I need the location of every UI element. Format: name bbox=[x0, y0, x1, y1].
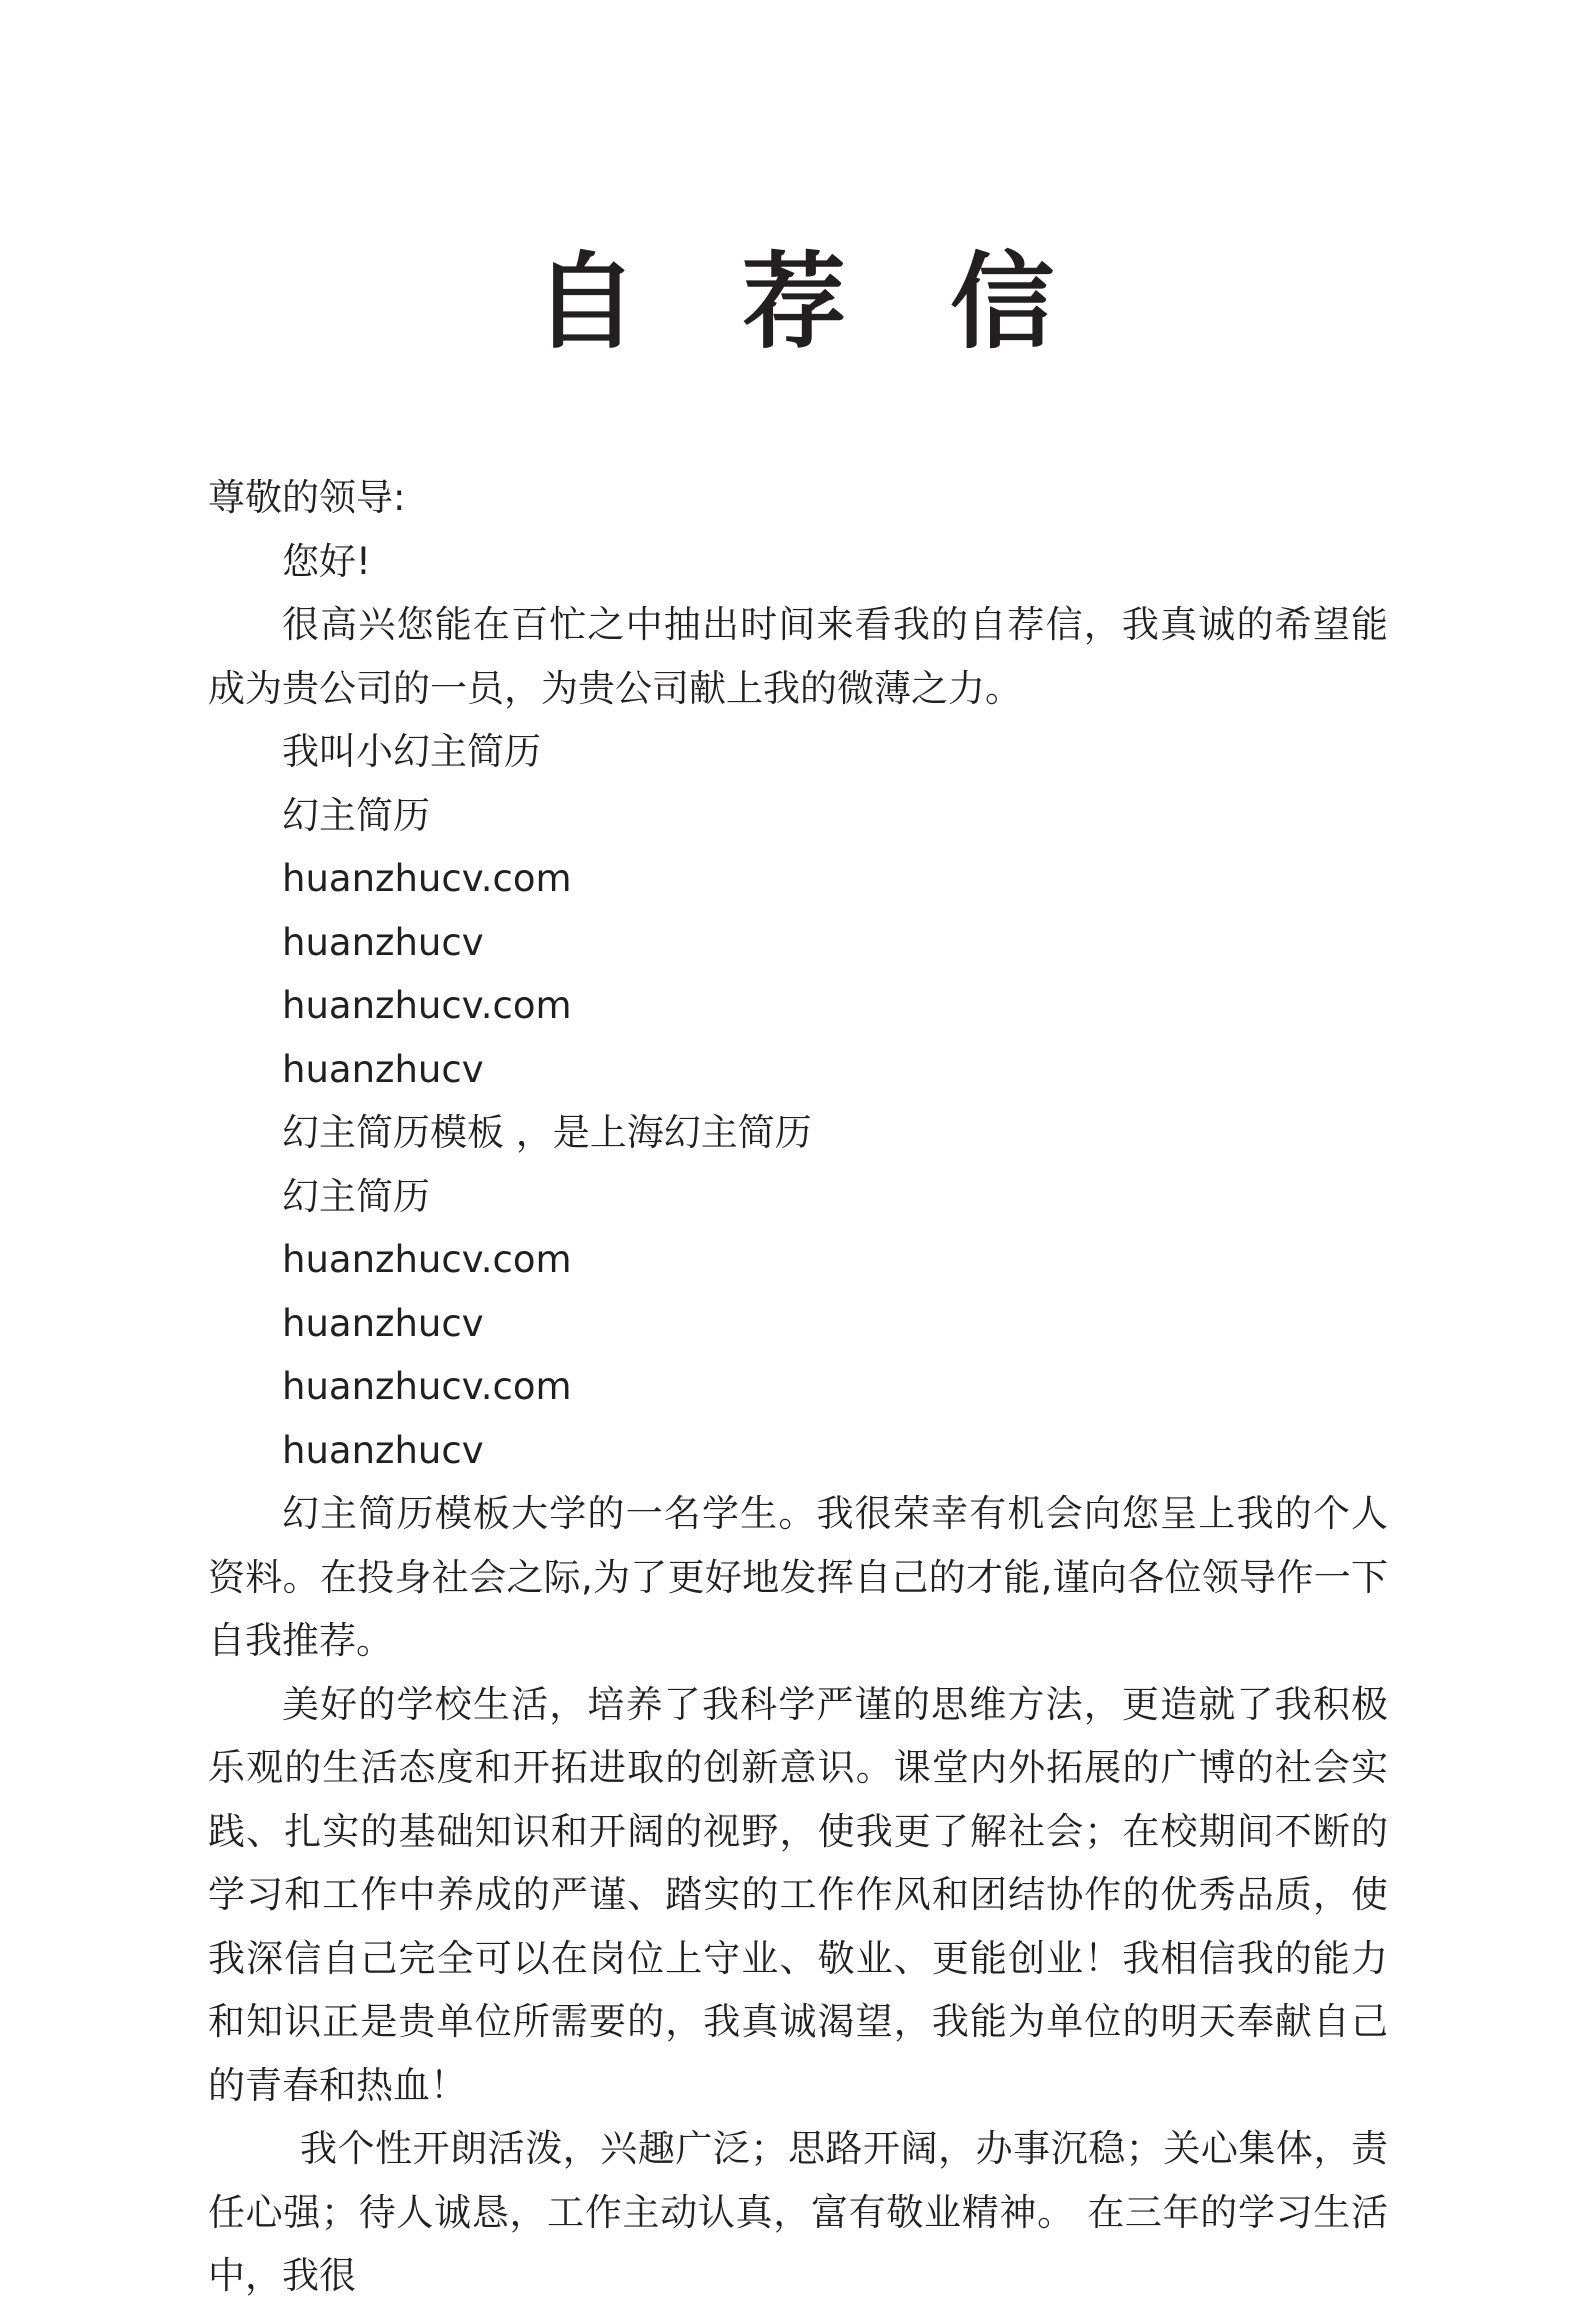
branding-line-10: huanzhucv bbox=[282, 1301, 484, 1345]
branding-line-4: huanzhucv bbox=[282, 920, 484, 964]
branding-line-2: 幻主简历 bbox=[282, 793, 430, 837]
branding-line-11: huanzhucv.com bbox=[282, 1365, 572, 1408]
branding-line-12: huanzhucv bbox=[282, 1428, 484, 1472]
branding-line-5: huanzhucv.com bbox=[282, 984, 572, 1027]
paragraph-education: 幻主简历模板大学的一名学生。我很荣幸有机会向您呈上我的个人资料。在投身社会之际,为了更好地发挥自己的才能,谨向各位领导作一下自我推荐。 bbox=[208, 1492, 1388, 1662]
salutation: 尊敬的领导: bbox=[208, 476, 406, 519]
branding-line-8: 幻主简历 bbox=[282, 1174, 430, 1218]
branding-line-3: huanzhucv.com bbox=[282, 857, 572, 900]
paragraph-school-life: 美好的学校生活，培养了我科学严谨的思维方法，更造就了我积极乐观的生活态度和开拓进取的创新意识。课堂内外拓展的广博的社会实践、扎实的基础知识和开阔的视野，使我更了解社会；在校期间不断的学习和工作中养成的严谨、踏实的工作作风和团结协作的优秀品质，使我深信自己完全可以在岗位上守业、敬业、更能创业！我相信我的能力和知识正是贵单位所需要的，我真诚渴望，我能为单位的明天奉献自己的青春和热血！ bbox=[208, 1682, 1388, 2107]
branding-line-7: 幻主简历模板 ，是上海幻主简历 bbox=[282, 1111, 812, 1154]
paragraph-personality: 我个性开朗活泼，兴趣广泛；思路开阔，办事沉稳；关心集体，责任心强；待人诚恳，工作主动认真，富有敬业精神。 在三年的学习生活中，我很 bbox=[208, 2127, 1388, 2297]
opening-paragraph: 很高兴您能在百忙之中抽出时间来看我的自荐信，我真诚的希望能成为贵公司的一员，为贵公司献上我的微薄之力。 bbox=[208, 603, 1388, 710]
branding-line-6: huanzhucv bbox=[282, 1047, 484, 1091]
page-title: 自 荐 信 bbox=[533, 241, 1089, 363]
greeting: 您好! bbox=[282, 539, 371, 583]
branding-line-9: huanzhucv.com bbox=[282, 1238, 572, 1281]
letter-body bbox=[208, 466, 1388, 2308]
branding-line-1: 我叫小幻主简历 bbox=[282, 730, 541, 773]
